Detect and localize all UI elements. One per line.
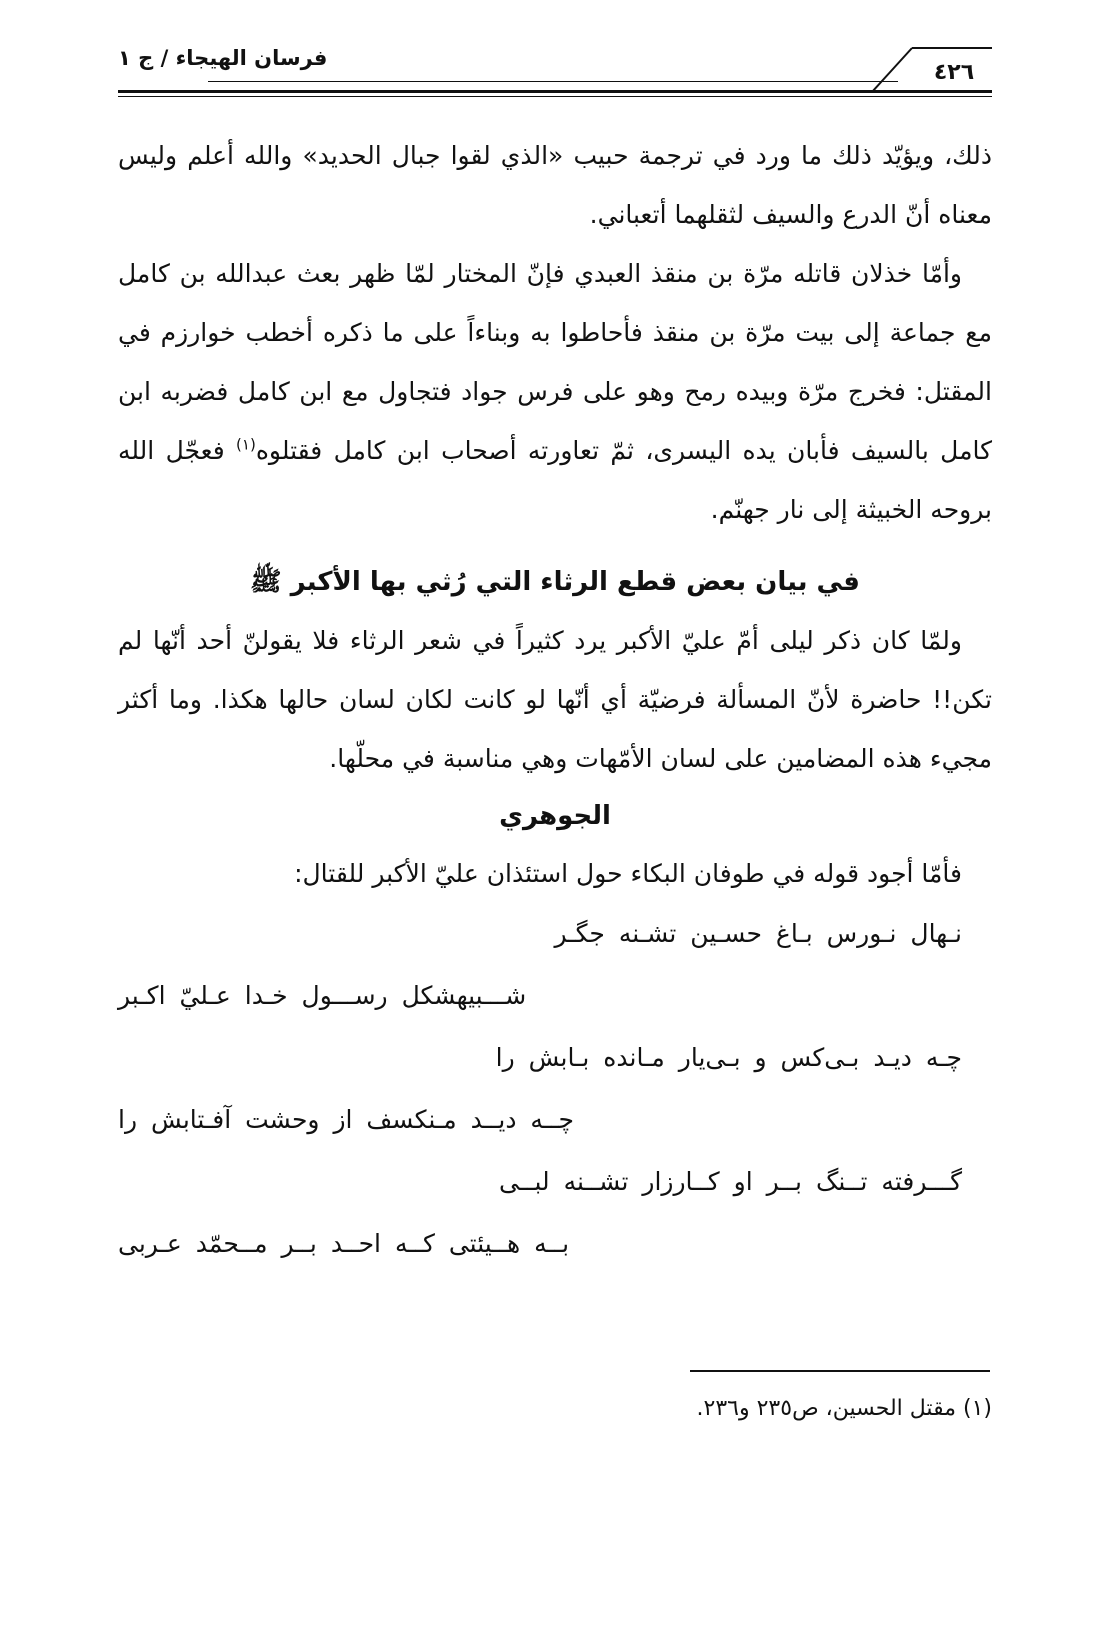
- verse-line: چــه ديــد مـنكسف از وحشت آفـتابش را: [118, 1105, 574, 1134]
- verse-line: شـــبيهشكل رســـول خـدا عـليّ اكـبر: [118, 981, 527, 1010]
- footnote-marker: (١): [236, 435, 256, 454]
- header-rule-thin: [118, 96, 992, 97]
- paragraph: ذلك، ويؤيّد ذلك ما ورد في ترجمة حبيب «الذي لقوا جبال الحديد» والله أعلم وليس معناه أنّ الدرع والسيف لثقلهما أتعباني.: [118, 141, 992, 229]
- paragraph: [118, 244, 992, 539]
- paragraph-text: فعجّل الله بروحه الخبيثة إلى نار جهنّم.: [118, 436, 992, 524]
- main-text: [118, 126, 992, 1275]
- paragraph: ولمّا كان ذكر ليلى أمّ عليّ الأكبر يرد كثيراً في شعر الرثاء فلا يقولنّ أحد أنّها لم تكن!! حاضرة لأنّ المسألة فرضيّة أي أنّها لو كانت لكان لسان حالها هكذا. وما أكثر مجيء هذه المضامين على لسان الأمّهات وهي مناسبة في محلّها.: [118, 626, 992, 773]
- section-heading: في بيان بعض قطع الرثاء التي رُثي بها الأكبر ﷺ: [250, 567, 860, 597]
- poet-name: الجوهري: [499, 801, 611, 831]
- footnote-rule: [690, 1370, 990, 1372]
- verse-line: چـه ديـد بـى‌كس و بـى‌يار مـانده بـابش را: [495, 1043, 962, 1072]
- page-number: ٤٢٦: [933, 60, 975, 85]
- header-rule: [118, 90, 992, 93]
- header-dashed-rule: [208, 81, 898, 82]
- running-title: فرسان الهيجاء / ج ١: [118, 46, 328, 70]
- poem-intro: فأمّا أجود قوله في طوفان البكاء حول استئذان عليّ الأكبر للقتال:: [294, 859, 962, 888]
- verse-line: بــه هــيئتى كــه احــد بــر مــحمّد عـربى: [118, 1229, 570, 1258]
- verse-line: نـهال نـورس بـاغ حسـين تشـنه جگـر: [554, 919, 962, 948]
- footnote: (١) مقتل الحسين، ص٢٣٥ و٢٣٦.: [696, 1396, 992, 1421]
- page-header: [118, 30, 992, 102]
- paragraph-text: وأمّا خذلان قاتله مرّة بن منقذ العبدي فإنّ المختار لمّا ظهر بعث عبدالله بن كامل مع جماعة إلى بيت مرّة بن منقذ فأحاطوا به وبناءاً على ما ذكره أخطب خوارزم في المقتل: فخرج مرّة وبيده رمح وهو على فرس جواد فتجاول مع ابن كامل فضربه ابن كامل بالسيف فأبان يده اليسرى، ثمّ تعاورته أصحاب ابن كامل فقتلوه: [118, 259, 992, 465]
- verse-line: گـــرفته تــنگ بــر او كــارزار تشــنه لبــى: [498, 1167, 962, 1196]
